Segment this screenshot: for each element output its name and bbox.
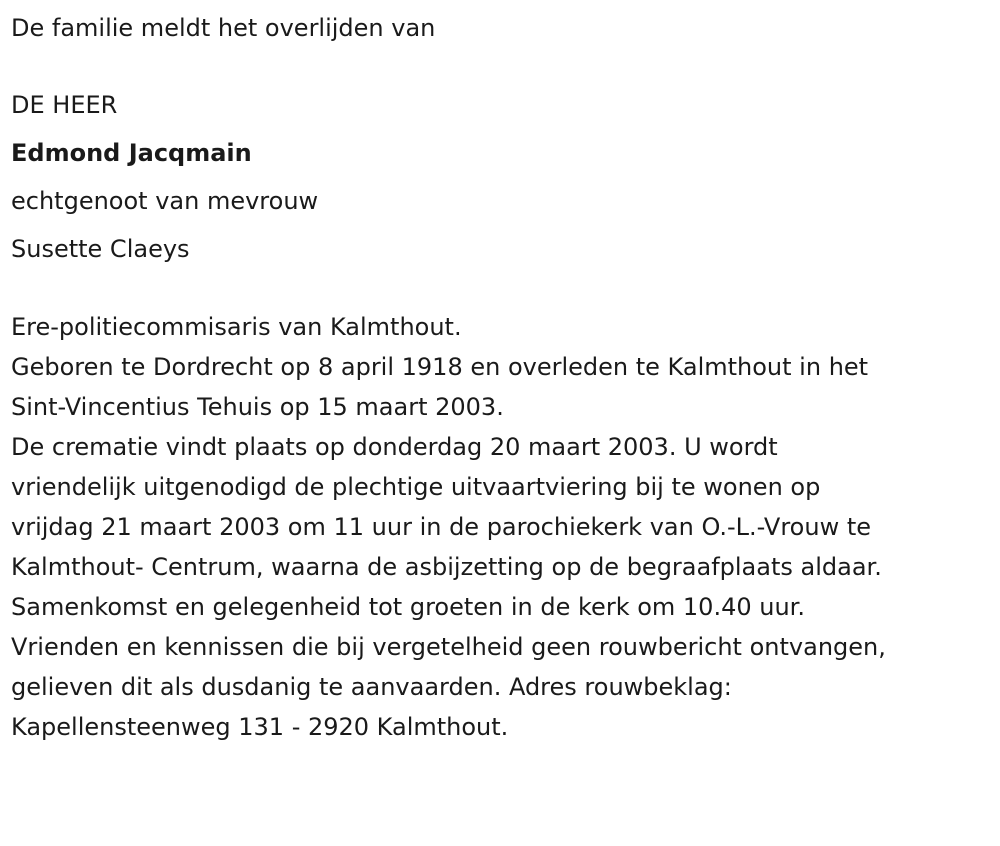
ceremony-line: vriendelijk uitgenodigd de plechtige uitvaartviering bij te wonen op bbox=[11, 473, 821, 501]
ceremony-line: Samenkomst en gelegenheid tot groeten in de kerk om 10.40 uur. bbox=[11, 593, 805, 621]
ceremony-line: Kapellensteenweg 131 - 2920 Kalmthout. bbox=[11, 713, 509, 741]
intro-text: De familie meldt het overlijden van bbox=[11, 14, 436, 42]
ceremony-line: Vrienden en kennissen die bij vergetelheid geen rouwbericht ontvangen, bbox=[11, 633, 886, 661]
ceremony-line: gelieven dit als dusdanig te aanvaarden. Adres rouwbeklag: bbox=[11, 673, 732, 701]
ceremony-paragraph bbox=[11, 427, 996, 747]
ceremony-line: vrijdag 21 maart 2003 om 11 uur in de parochiekerk van O.-L.-Vrouw te bbox=[11, 513, 872, 541]
function-text: Ere-politiecommisaris van Kalmthout. bbox=[11, 313, 462, 341]
relation-text: echtgenoot van mevrouw bbox=[11, 187, 319, 215]
deceased-name: Edmond Jacqmain bbox=[11, 139, 252, 167]
birth-death-line: Sint-Vincentius Tehuis op 15 maart 2003. bbox=[11, 393, 504, 421]
ceremony-line: De crematie vindt plaats op donderdag 20 maart 2003. U wordt bbox=[11, 433, 778, 461]
ceremony-line: Kalmthout- Centrum, waarna de asbijzetting op de begraafplaats aldaar. bbox=[11, 553, 882, 581]
birth-death-paragraph bbox=[11, 347, 996, 427]
spouse-name: Susette Claeys bbox=[11, 235, 190, 263]
birth-death-line: Geboren te Dordrecht op 8 april 1918 en overleden te Kalmthout in het bbox=[11, 353, 869, 381]
title-text: DE HEER bbox=[11, 91, 118, 119]
